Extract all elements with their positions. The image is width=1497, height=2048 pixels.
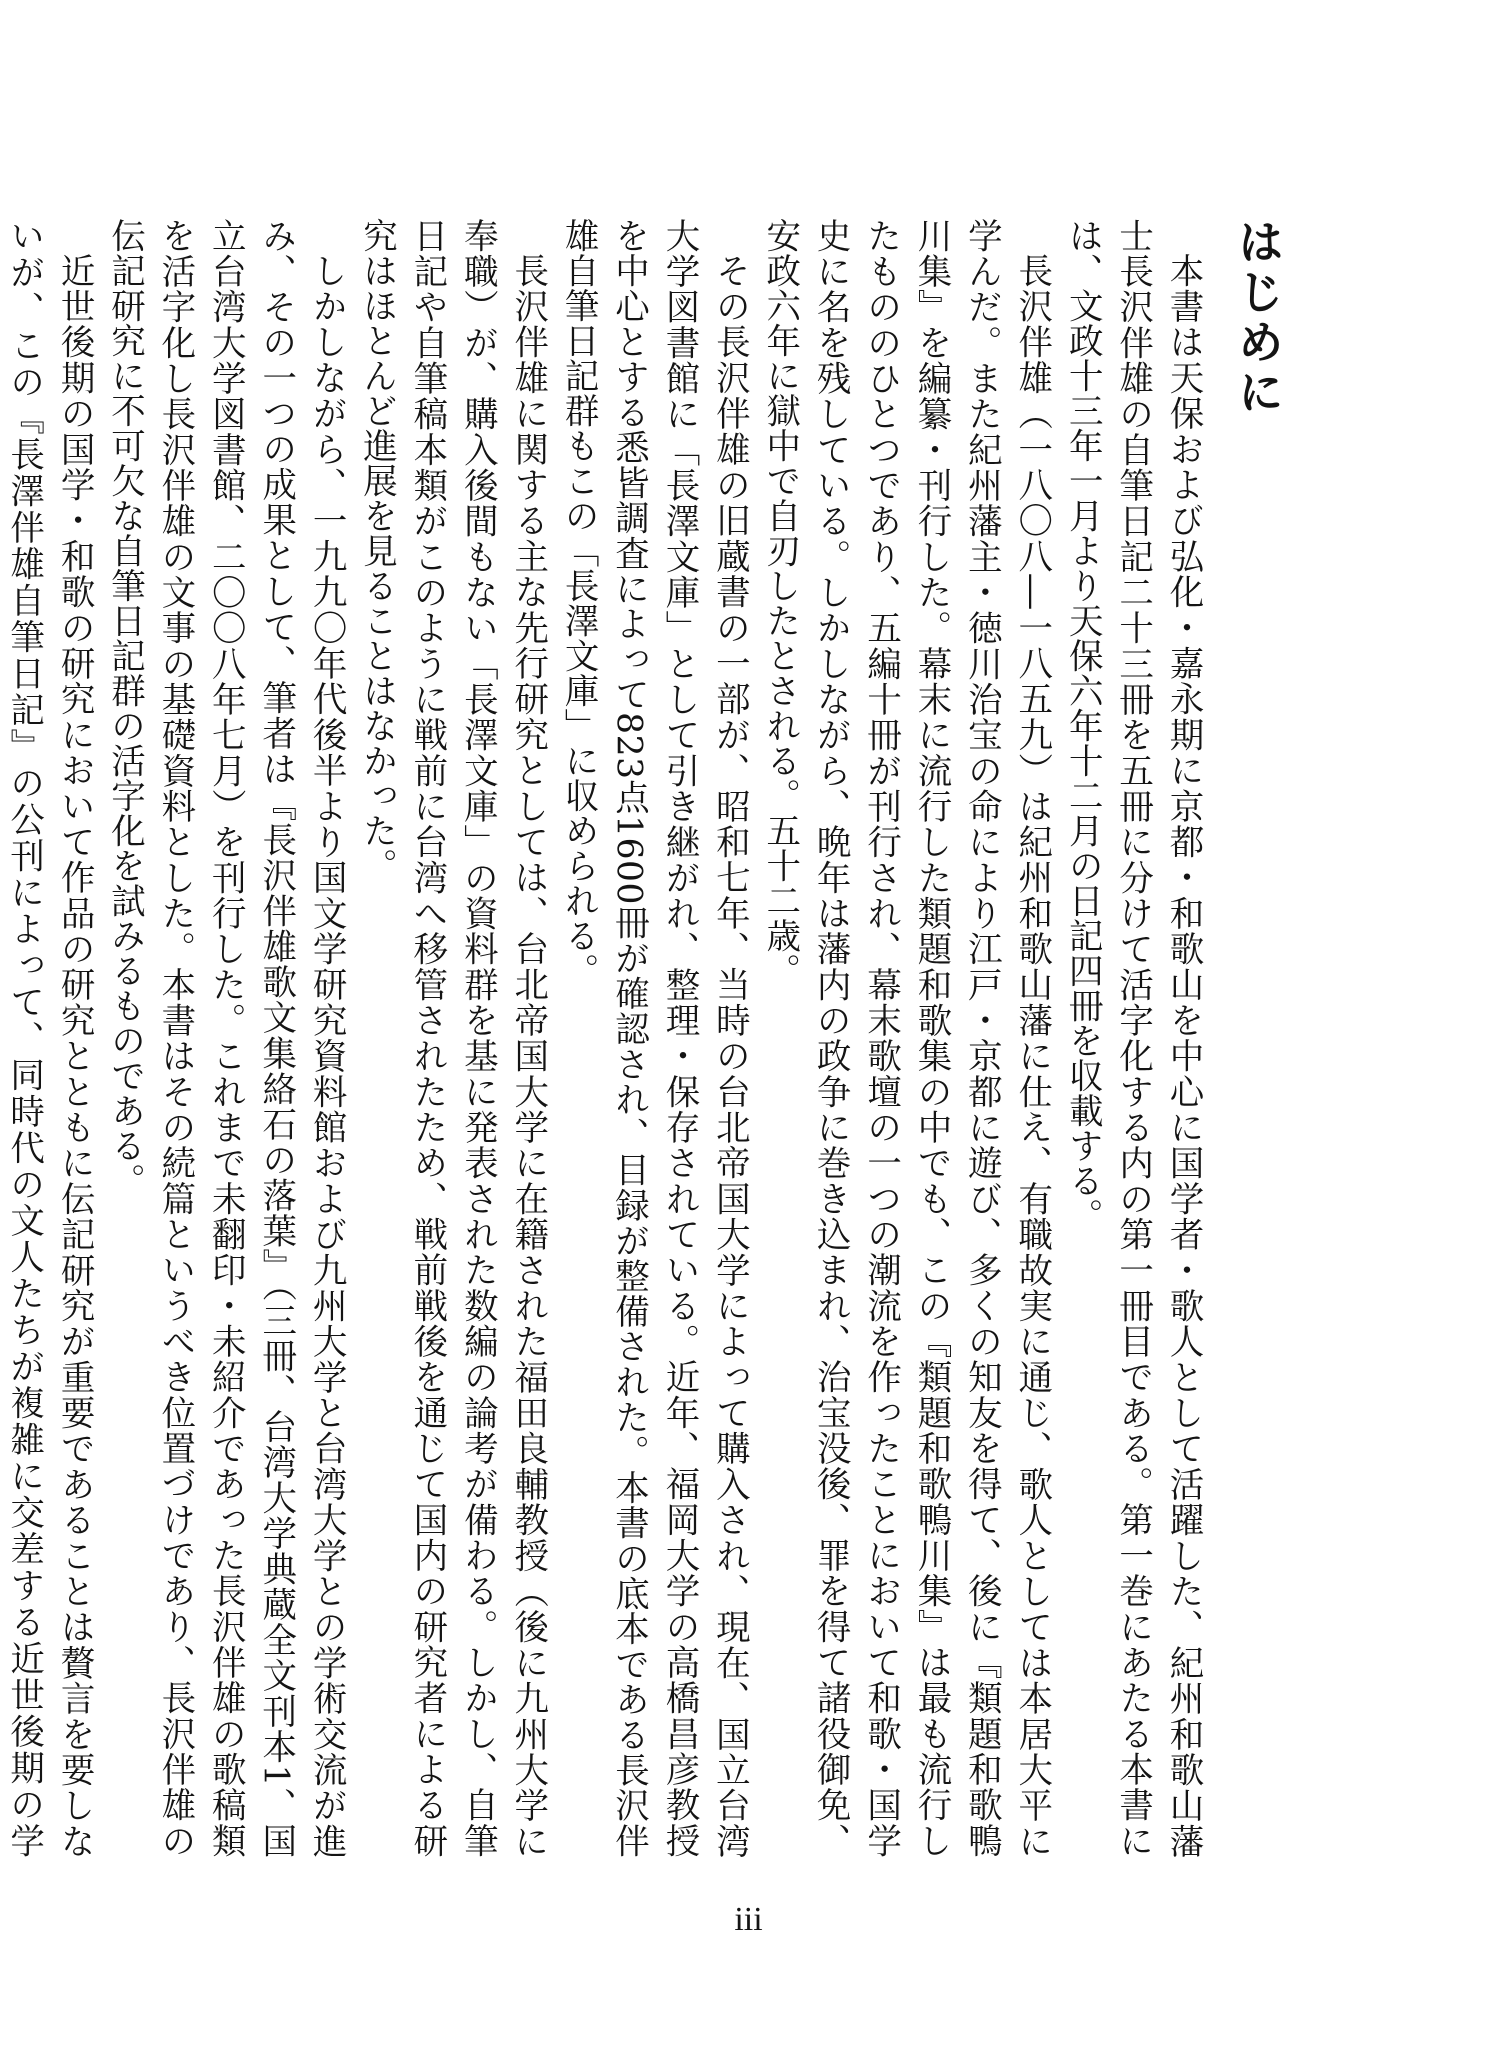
page-heading: はじめに [1231, 218, 1285, 418]
paragraph: 長沢伴雄に関する主な先行研究としては、台北帝国大学に在籍された福田良輔教授（後に九州大学に奉職）が、購入後間もない「長澤文庫」の資料群を基に発表された数編の論考が備わる。しかし、自筆日記や自筆稿本類がこのように戦前に台湾へ移管されたため、戦前戦後を通じて国内の研究者による研究はほとんど進展を見ることはなかった。 [356, 218, 548, 1858]
paragraph: しかしながら、一九九〇年代後半より国文学研究資料館および九州大学と台湾大学との学術交流が進み、その一つの成果として、筆者は『長沢伴雄歌文集絡石の落葉』（三冊、台湾大学典蔵全文刊本1、国立台湾大学図書館、二〇〇八年七月）を刊行した。これまで未翻印・未紹介であった長沢伴雄の歌稿類を活字化し長沢伴雄の文事の基礎資料とした。本書はその続篇というべき位置づけであり、長沢伴雄の伝記研究に不可欠な自筆日記群の活字化を試みるものである。 [104, 218, 347, 1859]
paragraph: 長沢伴雄（一八〇八―一八五九）は紀州和歌山藩に仕え、有職故実に通じ、歌人としては本居大平に学んだ。また紀州藩主・徳川治宝の命により江戸・京都に遊び、多くの知友を得て、後に『類題和歌鴨川集』を編纂・刊行した。幕末に流行した類題和歌集の中でも、この『類題和歌鴨川集』は最も流行したもののひとつであり、五編十冊が刊行され、幕末歌壇の一つの潮流を作ったことにおいて和歌・国学史に名を残している。しかしながら、晩年は藩内の政争に巻き込まれ、治宝没後、罪を得て諸役御免、安政六年に獄中で自刃したとされる。五十二歳。 [759, 218, 1052, 1858]
paragraph: 近世後期の国学・和歌の研究において作品の研究とともに伝記研究が重要であることは贅言を要しないが、この『長澤伴雄自筆日記』の公刊によって、同時代の文人たちが複雑に交差する近世後期の学 [3, 218, 95, 1858]
body-text [3, 218, 1208, 1859]
page-number: iii [734, 1901, 763, 1938]
paragraph: その長沢伴雄の旧蔵書の一部が、昭和七年、当時の台北帝国大学によって購入され、現在、国立台湾大学図書館に「長澤文庫」として引き継がれ、整理・保存されている。近年、福岡大学の高橋昌彦教授を中心とする悉皆調査によって823点1600冊が確認され、目録が整備された。本書の底本である長沢伴雄自筆日記群もこの「長澤文庫」に収められる。 [558, 218, 750, 1858]
paragraph: 本書は天保および弘化・嘉永期に京都・和歌山を中心に国学者・歌人として活躍した、紀州和歌山藩士長沢伴雄の自筆日記二十三冊を五冊に分けて活字化する内の第一冊目である。第一巻にあたる本書には、文政十三年一月より天保六年十二月の日記四冊を収載する。 [1062, 218, 1203, 1858]
